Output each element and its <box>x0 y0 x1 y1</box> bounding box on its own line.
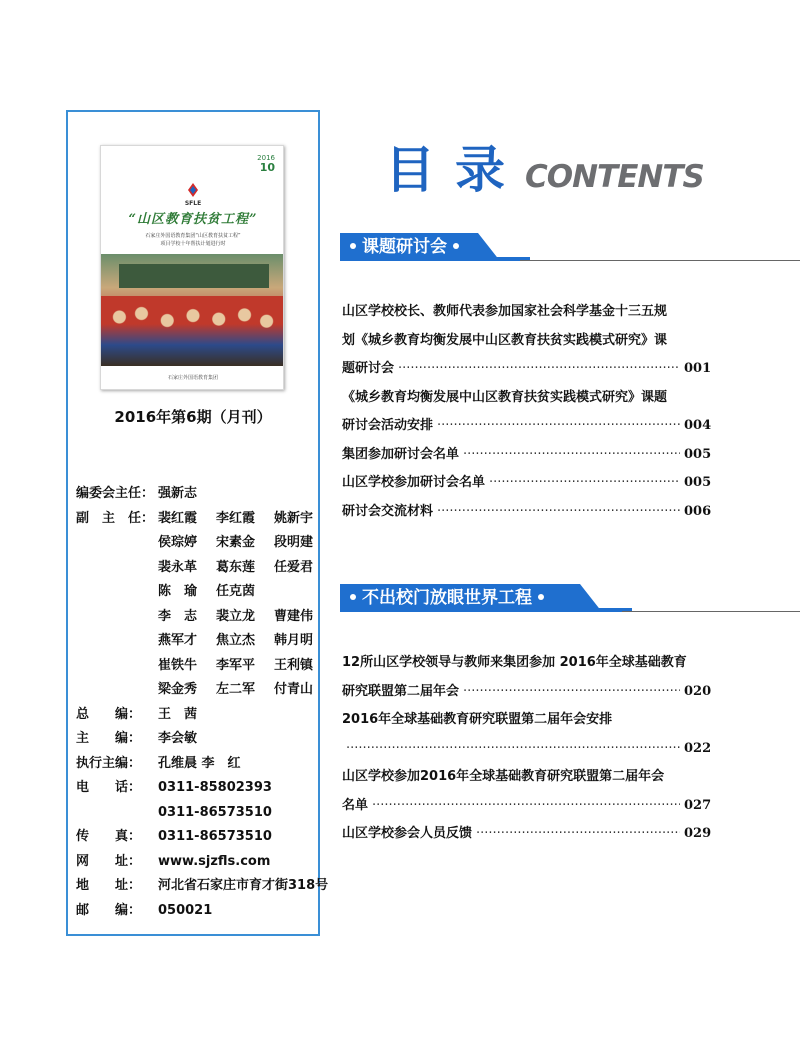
staff-role: 编委会主任： <box>76 486 155 501</box>
staff-name: 姚新宇 <box>274 510 314 526</box>
cover-badge: 2016 10 <box>257 154 275 174</box>
toc-page-number: 027 <box>684 797 712 813</box>
cover-title: “山区教育扶贫工程” <box>128 212 258 227</box>
bullet-icon <box>453 243 459 249</box>
staff-name: 裴红霞 <box>158 510 198 526</box>
staff-row <box>76 580 332 605</box>
toc-entry-title: 名单 <box>342 797 369 813</box>
toc-section-2 <box>342 649 710 849</box>
staff-row <box>76 629 332 654</box>
toc-entry-title: 山区学校参会人员反馈 <box>342 826 473 841</box>
staff-role: 电 话： <box>76 780 142 795</box>
toc-page-number: 022 <box>684 740 712 756</box>
toc-entry-text: 12所山区学校领导与教师来集团参加 2016年全球基础教育 <box>342 655 687 670</box>
staff-row <box>76 654 332 679</box>
toc-entry[interactable] <box>342 441 710 470</box>
staff-name: 0311-86573510 <box>158 804 272 820</box>
staff-row <box>76 531 332 556</box>
toc-entry-title: 集团参加研讨会名单 <box>342 446 460 462</box>
staff-role: 网 址： <box>76 853 142 869</box>
staff-role: 副 主 任： <box>76 510 155 526</box>
staff-role: 传 真： <box>76 829 142 844</box>
toc-page-number: 006 <box>684 503 712 519</box>
cover-photo <box>101 254 284 366</box>
toc-entry[interactable] <box>342 735 710 764</box>
staff-name: 陈 瑜 <box>158 584 198 599</box>
bullet-icon <box>538 594 544 600</box>
toc-entry[interactable] <box>342 355 710 384</box>
staff-role <box>76 678 158 703</box>
dot-leader <box>489 469 680 498</box>
toc-page-number: 001 <box>684 361 712 376</box>
bullet-icon <box>350 243 356 249</box>
staff-role <box>76 531 158 556</box>
staff-row <box>76 801 332 826</box>
toc-entry-title: 研讨会交流材料 <box>342 503 434 519</box>
staff-row <box>76 874 332 899</box>
cover-subtitle-2: 项目学校十年帮扶计划进行时 <box>160 241 226 247</box>
staff-name: 崔铁牛 <box>158 657 198 673</box>
dot-leader <box>346 735 680 764</box>
staff-name: 裴立龙 <box>216 608 256 624</box>
staff-name: 050021 <box>158 902 213 918</box>
toc-page-number: 004 <box>684 418 712 433</box>
staff-name: 王 茜 <box>158 706 198 722</box>
staff-name: www.sjzfls.com <box>158 853 271 869</box>
toc-section-1 <box>342 298 710 526</box>
staff-name: 孔维晨 李 红 <box>158 755 241 771</box>
toc-entry-text: 山区学校参加2016年全球基础教育研究联盟第二届年会 <box>342 769 665 784</box>
staff-name: 焦立杰 <box>216 633 256 648</box>
toc-page-number: 029 <box>684 826 712 841</box>
toc-entry-text: 《城乡教育均衡发展中山区教育扶贫实践模式研究》课题 <box>342 389 668 405</box>
staff-name: 韩月明 <box>274 633 314 648</box>
toc-page-number: 020 <box>684 683 712 699</box>
cover-thumbnail[interactable] <box>100 145 284 390</box>
toc-entry-title: 研讨会活动安排 <box>342 418 434 433</box>
staff-name: 任爱君 <box>274 559 314 575</box>
staff-name: 任克茵 <box>216 584 256 599</box>
staff-row <box>76 727 332 752</box>
toc-entry-text: 山区学校校长、教师代表参加国家社会科学基金十三五规 <box>342 304 668 319</box>
staff-role: 总 编： <box>76 706 142 722</box>
staff-row <box>76 776 332 801</box>
dot-leader <box>398 355 680 384</box>
staff-name: 李军平 <box>216 657 256 673</box>
bullet-icon <box>350 594 356 600</box>
staff-role <box>76 580 158 605</box>
staff-name: 河北省石家庄市育才街318号 <box>158 878 329 893</box>
staff-role: 主 编： <box>76 731 142 746</box>
toc-entry[interactable] <box>342 678 710 707</box>
staff-name: 强新志 <box>158 486 198 501</box>
toc-entry[interactable] <box>342 469 710 498</box>
staff-name: 段明建 <box>274 535 314 550</box>
staff-row <box>76 605 332 630</box>
staff-role <box>76 556 158 581</box>
staff-name: 李红霞 <box>216 510 256 526</box>
dot-leader <box>437 412 680 441</box>
toc-heading <box>385 141 704 199</box>
staff-name: 李 志 <box>158 608 198 624</box>
staff-row <box>76 752 332 777</box>
staff-row <box>76 703 332 728</box>
staff-name: 燕军才 <box>158 633 198 648</box>
staff-name: 梁金秀 <box>158 682 198 697</box>
toc-entry[interactable] <box>342 498 710 527</box>
staff-row <box>76 899 332 924</box>
dot-leader <box>463 678 680 707</box>
staff-row <box>76 507 332 532</box>
staff-row <box>76 850 332 875</box>
cover-publisher: 石家庄外国语教育集团 <box>167 375 218 381</box>
staff-name: 裴永革 <box>158 559 198 575</box>
sfle-logo-icon <box>183 182 203 198</box>
issue-label: 2016年第6期（月刊） <box>114 408 272 426</box>
staff-name: 李会敏 <box>158 731 198 746</box>
staff-role <box>76 654 158 679</box>
toc-page-number: 005 <box>684 475 712 490</box>
staff-role: 执行主编： <box>76 755 142 771</box>
section-title: 课题研讨会 <box>362 237 447 257</box>
staff-name: 葛东莲 <box>216 559 256 575</box>
staff-role <box>76 801 158 826</box>
dot-leader <box>476 820 680 849</box>
staff-row <box>76 556 332 581</box>
staff-name: 曹建伟 <box>274 608 314 624</box>
toc-entry-title: 研究联盟第二届年会 <box>342 683 460 699</box>
staff-list <box>76 482 332 923</box>
toc-entry[interactable] <box>342 792 710 821</box>
toc-entry-text: 2016年全球基础教育研究联盟第二届年会安排 <box>342 712 613 727</box>
toc-entry-title: 山区学校参加研讨会名单 <box>342 475 486 490</box>
staff-name: 王利镇 <box>274 657 314 673</box>
section-title: 不出校门放眼世界工程 <box>362 588 532 608</box>
toc-title-en: CONTENTS <box>525 159 704 195</box>
dot-leader <box>463 441 680 470</box>
dot-leader <box>437 498 680 527</box>
staff-name: 0311-85802393 <box>158 780 272 795</box>
cover-subtitle: 石家庄外国语教育集团“山区教育扶贫工程” <box>145 233 241 239</box>
toc-entry-text: 划《城乡教育均衡发展中山区教育扶贫实践模式研究》课 <box>342 332 668 348</box>
staff-name: 左二军 <box>216 682 256 697</box>
staff-role <box>76 605 158 630</box>
staff-row <box>76 678 332 703</box>
cover-logo-text: SFLE <box>184 200 202 207</box>
staff-row <box>76 482 332 507</box>
staff-name: 侯琮婷 <box>158 535 198 550</box>
staff-name: 宋素金 <box>216 535 256 550</box>
staff-role: 邮 编： <box>76 902 142 918</box>
toc-page-number: 005 <box>684 446 712 462</box>
toc-entry-title: 题研讨会 <box>342 361 395 376</box>
toc-entry[interactable] <box>342 820 710 849</box>
staff-role <box>76 629 158 654</box>
toc-title-cn: 目录 <box>385 141 525 199</box>
staff-name: 付青山 <box>274 682 314 697</box>
toc-entry[interactable] <box>342 412 710 441</box>
staff-name: 0311-86573510 <box>158 829 272 844</box>
dot-leader <box>372 792 680 821</box>
staff-row <box>76 825 332 850</box>
staff-role: 地 址： <box>76 878 142 893</box>
